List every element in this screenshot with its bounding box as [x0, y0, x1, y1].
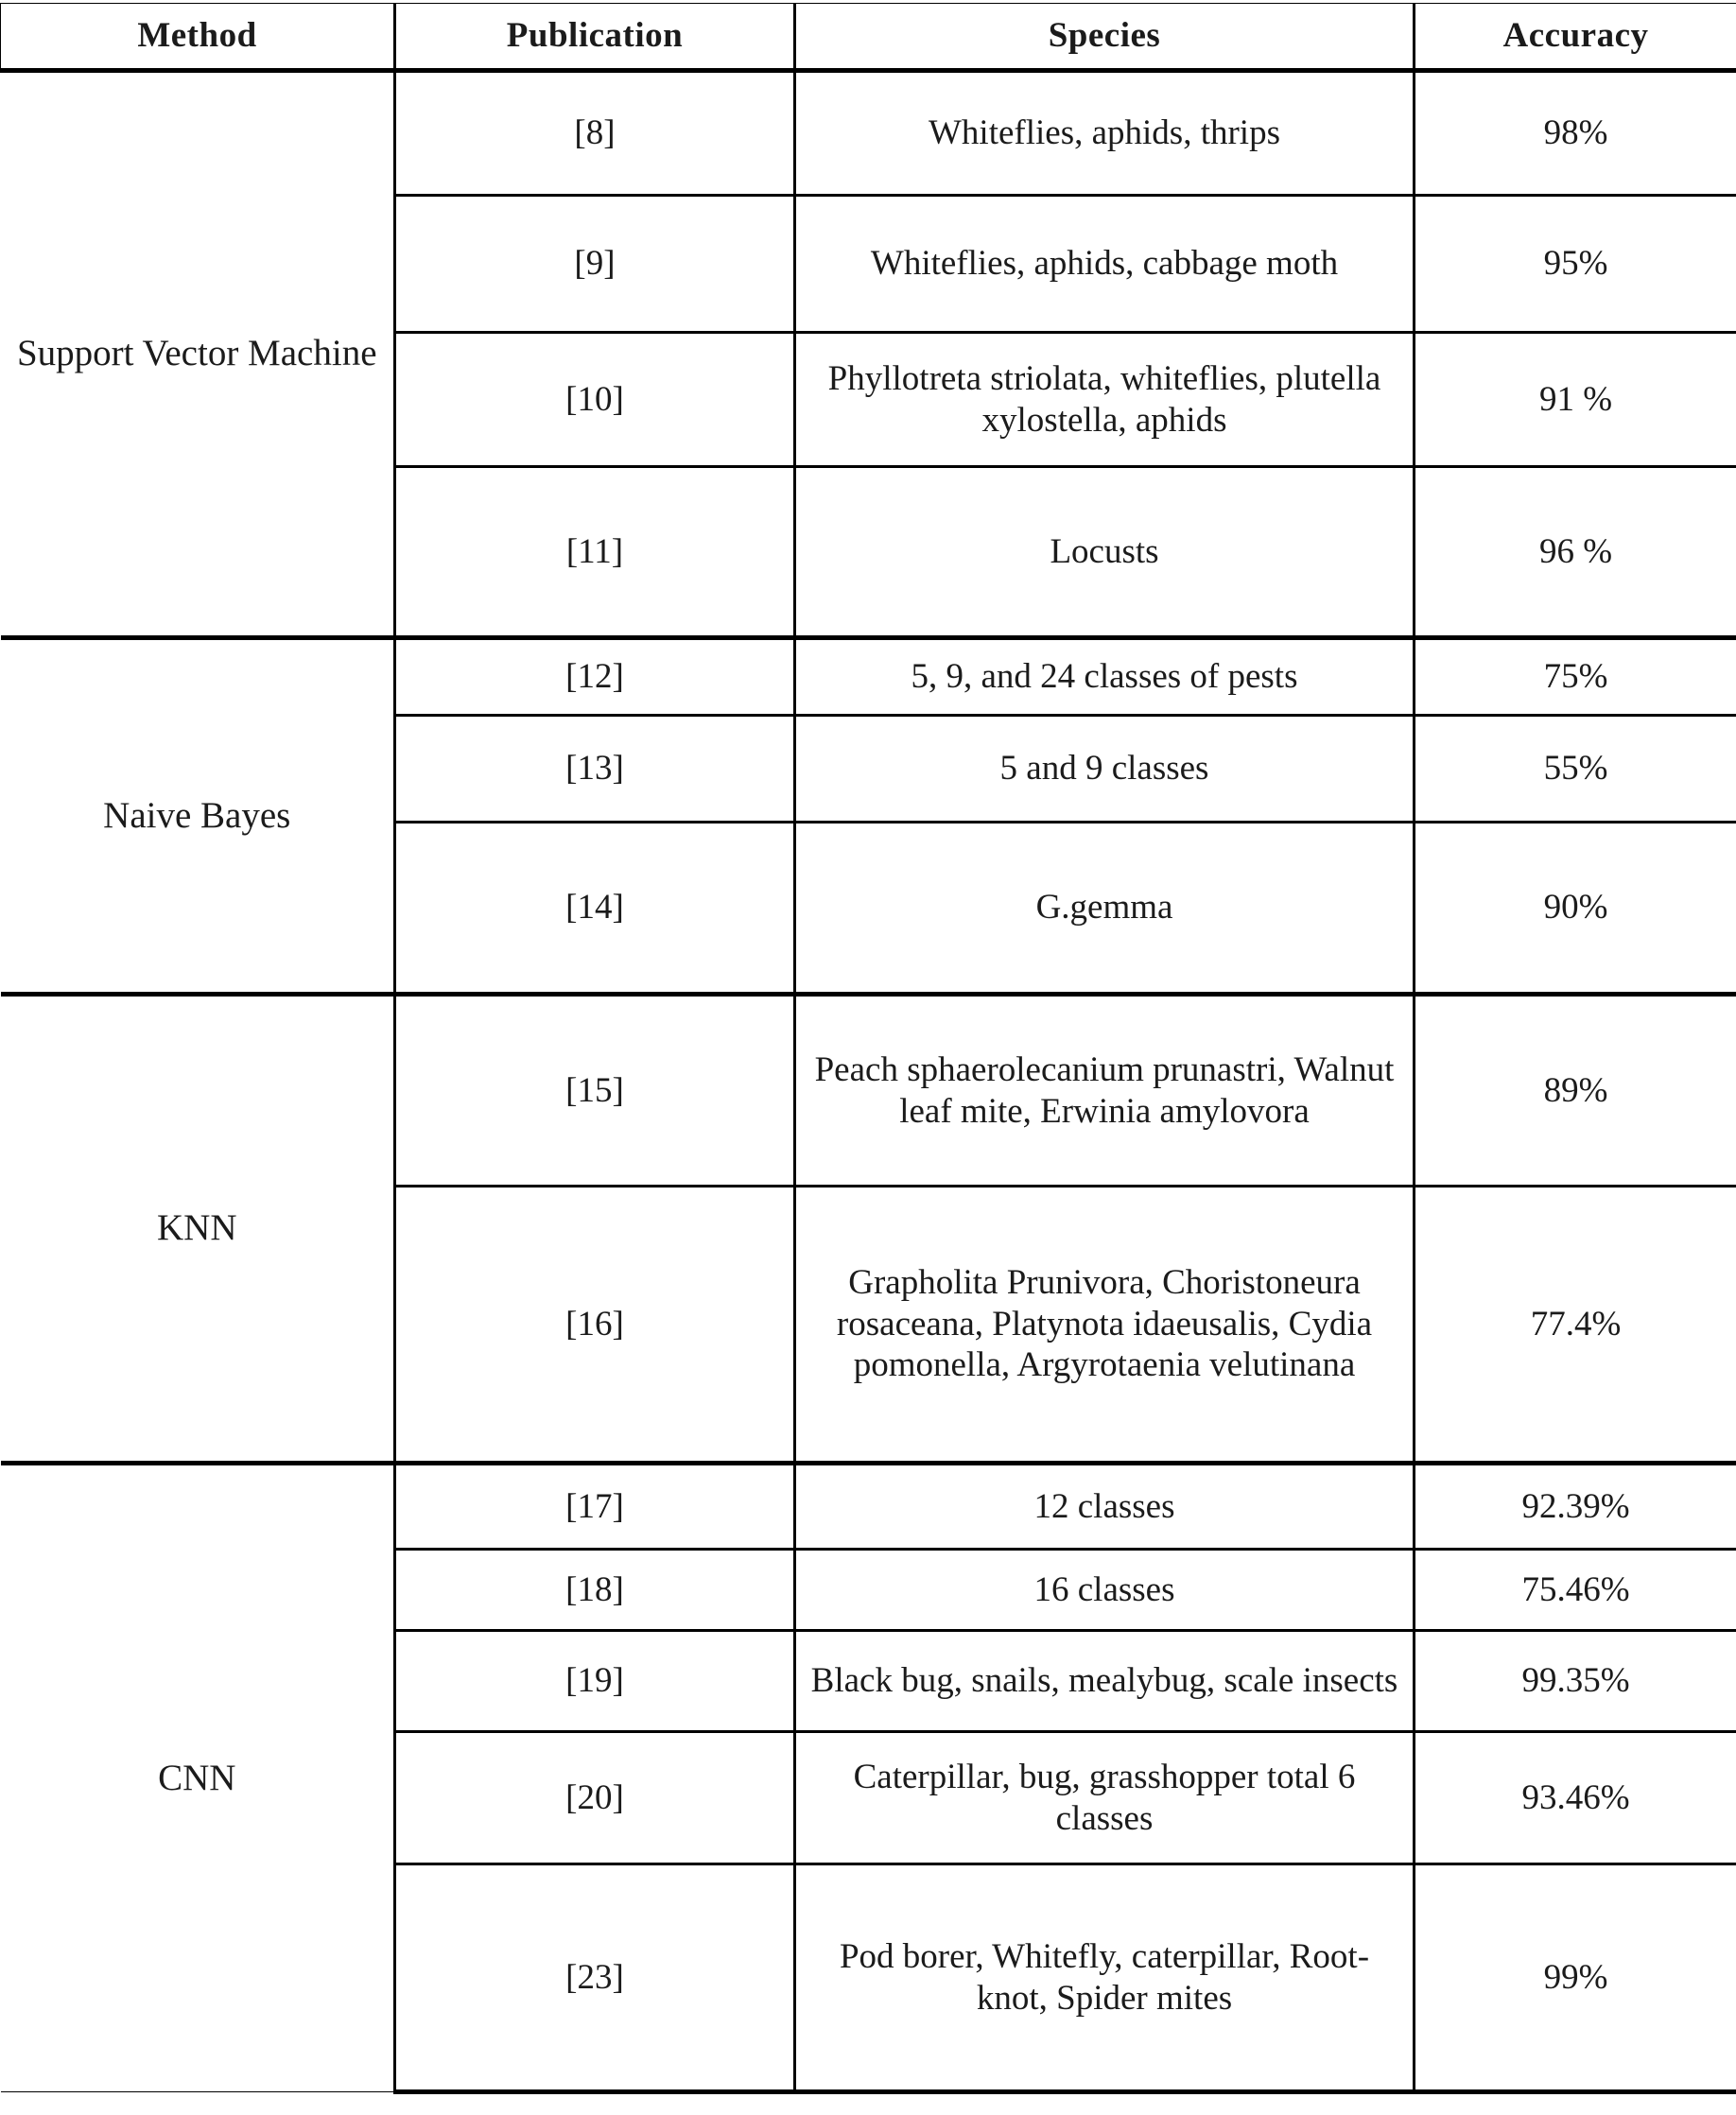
- accuracy-cell: 55%: [1415, 716, 1736, 823]
- publication-cell: [19]: [395, 1631, 795, 1732]
- column-header-publication: Publication: [395, 4, 795, 71]
- accuracy-cell: 75%: [1415, 638, 1736, 716]
- accuracy-cell: 99.35%: [1415, 1631, 1736, 1732]
- table-row: [1, 1464, 1736, 1550]
- accuracy-cell: 96 %: [1415, 467, 1736, 638]
- publication-cell: [17]: [395, 1464, 795, 1550]
- accuracy-cell: 92.39%: [1415, 1464, 1736, 1550]
- accuracy-cell: 98%: [1415, 71, 1736, 196]
- pest-detection-methods-table: [0, 3, 1736, 2094]
- species-cell: Whiteflies, aphids, thrips: [795, 71, 1415, 196]
- publication-cell: [9]: [395, 196, 795, 333]
- accuracy-cell: 95%: [1415, 196, 1736, 333]
- species-cell: 5 and 9 classes: [795, 716, 1415, 823]
- method-cell: KNN: [1, 995, 395, 1464]
- publication-cell: [8]: [395, 71, 795, 196]
- publication-cell: [14]: [395, 823, 795, 995]
- table-body: [1, 71, 1736, 2092]
- column-header-species: Species: [795, 4, 1415, 71]
- publication-cell: [16]: [395, 1187, 795, 1464]
- column-header-accuracy: Accuracy: [1415, 4, 1736, 71]
- species-cell: Grapholita Prunivora, Choristoneura rosaceana, Platynota idaeusalis, Cydia pomonella, Argyrotaenia velutinana: [795, 1187, 1415, 1464]
- accuracy-cell: 77.4%: [1415, 1187, 1736, 1464]
- table-row: [1, 995, 1736, 1187]
- species-cell: Caterpillar, bug, grasshopper total 6 classes: [795, 1732, 1415, 1864]
- species-cell: Whiteflies, aphids, cabbage moth: [795, 196, 1415, 333]
- species-cell: Locusts: [795, 467, 1415, 638]
- column-header-method: Method: [1, 4, 395, 71]
- accuracy-cell: 99%: [1415, 1864, 1736, 2092]
- table-header: [1, 4, 1736, 71]
- accuracy-cell: 75.46%: [1415, 1550, 1736, 1631]
- publication-cell: [12]: [395, 638, 795, 716]
- publication-cell: [18]: [395, 1550, 795, 1631]
- table-row: [1, 638, 1736, 716]
- method-cell: Naive Bayes: [1, 638, 395, 995]
- species-cell: 12 classes: [795, 1464, 1415, 1550]
- method-cell: CNN: [1, 1464, 395, 2092]
- publication-cell: [23]: [395, 1864, 795, 2092]
- species-cell: Black bug, snails, mealybug, scale insects: [795, 1631, 1415, 1732]
- species-cell: 16 classes: [795, 1550, 1415, 1631]
- accuracy-cell: 91 %: [1415, 333, 1736, 467]
- publication-cell: [11]: [395, 467, 795, 638]
- table-row: [1, 71, 1736, 196]
- species-cell: 5, 9, and 24 classes of pests: [795, 638, 1415, 716]
- publication-cell: [15]: [395, 995, 795, 1187]
- publication-cell: [13]: [395, 716, 795, 823]
- method-cell: Support Vector Machine: [1, 71, 395, 638]
- species-cell: Peach sphaerolecanium prunastri, Walnut leaf mite, Erwinia amylovora: [795, 995, 1415, 1187]
- header-row: [1, 4, 1736, 71]
- accuracy-cell: 89%: [1415, 995, 1736, 1187]
- species-cell: Pod borer, Whitefly, caterpillar, Root-knot, Spider mites: [795, 1864, 1415, 2092]
- accuracy-cell: 90%: [1415, 823, 1736, 995]
- accuracy-cell: 93.46%: [1415, 1732, 1736, 1864]
- publication-cell: [20]: [395, 1732, 795, 1864]
- species-cell: Phyllotreta striolata, whiteflies, plutella xylostella, aphids: [795, 333, 1415, 467]
- species-cell: G.gemma: [795, 823, 1415, 995]
- publication-cell: [10]: [395, 333, 795, 467]
